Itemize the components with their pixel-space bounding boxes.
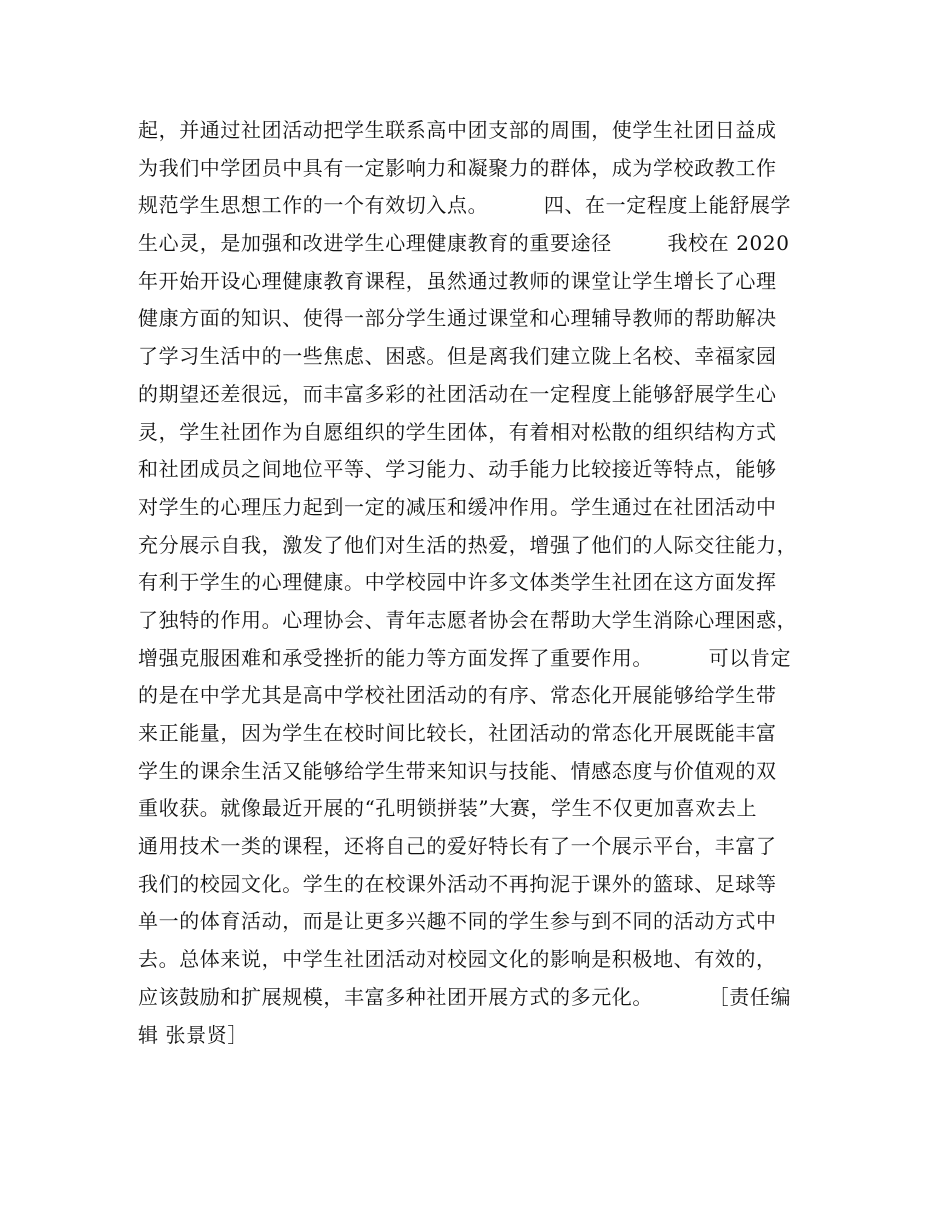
- text-line: 生心灵，是加强和改进学生心理健康教育的重要途径 我校在 2020: [138, 231, 790, 256]
- text-line: 充分展示自我，激发了他们对生活的热爱，增强了他们的人际交往能力，: [138, 532, 798, 557]
- text-line: 的是在中学尤其是高中学校社团活动的有序、常态化开展能够给学生带: [138, 683, 777, 708]
- text-line: 我们的校园文化。学生的在校课外活动不再拘泥于课外的篮球、足球等: [138, 871, 777, 896]
- text-line: 有利于学生的心理健康。中学校园中许多文体类学生社团在这方面发挥: [138, 570, 777, 595]
- text-line: 健康方面的知识、使得一部分学生通过课堂和心理辅导教师的帮助解决: [138, 306, 777, 331]
- text-line: 了学习生活中的一些焦虑、困惑。但是离我们建立陇上名校、幸福家园: [138, 344, 777, 369]
- text-line: 规范学生思想工作的一个有效切入点。 四、在一定程度上能舒展学: [138, 193, 792, 218]
- text-line: 灵，学生社团作为自愿组织的学生团体，有着相对松散的组织结构方式: [138, 419, 777, 444]
- text-line: 对学生的心理压力起到一定的减压和缓冲作用。学生通过在社团活动中: [138, 494, 777, 519]
- body-text: [138, 112, 828, 1054]
- text-line: 应该鼓励和扩展规模，丰富多种社团开展方式的多元化。 ［责任编: [138, 984, 792, 1009]
- text-line: 通用技术一类的课程，还将自己的爱好特长有了一个展示平台，丰富了: [138, 834, 777, 859]
- text-line: 了独特的作用。心理协会、青年志愿者协会在帮助大学生消除心理困惑，: [138, 607, 798, 632]
- text-line: 年开始开设心理健康教育课程，虽然通过教师的课堂让学生增长了心理: [138, 268, 777, 293]
- text-line: 重收获。就像最近开展的“孔明锁拼装”大赛，学生不仅更加喜欢去上: [138, 796, 758, 821]
- text-line: 为我们中学团员中具有一定影响力和凝聚力的群体，成为学校政教工作: [138, 155, 777, 180]
- text-line: 辑 张景贤］: [138, 1022, 248, 1047]
- text-line: 起，并通过社团活动把学生联系高中团支部的周围，使学生社团日益成: [138, 118, 777, 142]
- text-line: 和社团成员之间地位平等、学习能力、动手能力比较接近等特点，能够: [138, 457, 777, 482]
- text-line: 去。总体来说，中学生社团活动对校园文化的影响是积极地、有效的，: [138, 947, 777, 972]
- text-line: 的期望还差很远，而丰富多彩的社团活动在一定程度上能够舒展学生心: [138, 381, 777, 406]
- text-line: 来正能量，因为学生在校时间比较长，社团活动的常态化开展既能丰富: [138, 721, 777, 745]
- text-line: 学生的课余生活又能够给学生带来知识与技能、情感态度与价值观的双: [138, 758, 777, 783]
- text-line: 单一的体育活动，而是让更多兴趣不同的学生参与到不同的活动方式中: [138, 909, 777, 934]
- text-line: 增强克服困难和承受挫折的能力等方面发挥了重要作用。 可以肯定: [138, 645, 792, 670]
